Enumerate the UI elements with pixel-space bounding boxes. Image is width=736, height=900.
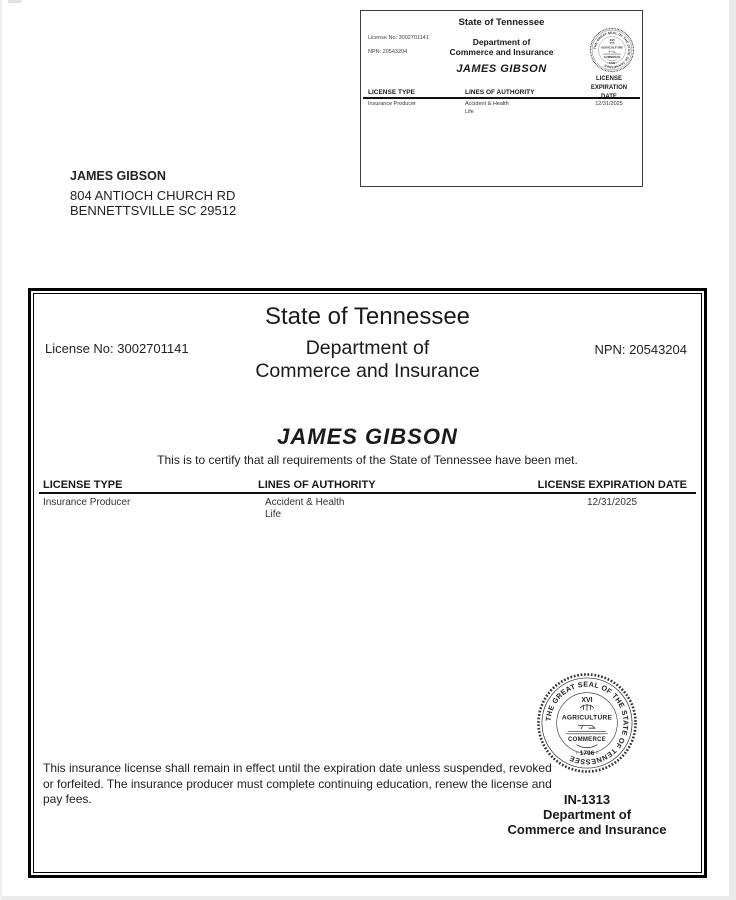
certificate-license-number: License No: 3002701141 (45, 341, 189, 356)
card-dept-line2: Commerce and Insurance (449, 47, 554, 57)
seal-agriculture-text: AGRICULTURE (561, 714, 613, 722)
certificate-dept-line1: Department of (305, 337, 430, 359)
seal-commerce-text: COMMERCE (603, 56, 621, 60)
table-header-lines-of-authority: LINES OF AUTHORITY (258, 479, 376, 491)
table-row-authority-1: Accident & Health (265, 497, 345, 508)
seal-numeral: XVI (581, 697, 593, 705)
card-col-license-type: LICENSE TYPE (368, 89, 415, 96)
certificate-npn: NPN: 20543204 (594, 342, 687, 357)
page-edge-left (0, 0, 2, 900)
table-header-license-type: LICENSE TYPE (43, 479, 123, 491)
card-row-authority-1: Accident & Health (465, 101, 509, 107)
card-licensee-name: JAMES GIBSON (456, 63, 547, 75)
address-name: JAMES GIBSON (70, 169, 166, 183)
certificate-licensee-name: JAMES GIBSON (277, 424, 458, 449)
state-seal-small (589, 27, 635, 73)
certificate-inner-border (33, 293, 702, 873)
seal-commerce-text: COMMERCE (567, 737, 607, 744)
card-row-type: Insurance Producer (368, 101, 416, 107)
card-state-title: State of Tennessee (458, 17, 545, 28)
card-header-rule (363, 97, 640, 99)
tennessee-seal-icon (589, 27, 635, 73)
card-exp-header-line2: EXPIRATION (590, 85, 628, 91)
page-edge-bottom (0, 896, 736, 900)
certificate-form-block (474, 792, 700, 837)
seal-agriculture-text: AGRICULTURE (600, 45, 624, 50)
form-number: IN-1313 (563, 792, 611, 807)
seal-ring-text: THE GREAT SEAL OF THE STATE OF TENNESSEE (592, 30, 632, 70)
card-row-expiration: 12/31/2025 (595, 101, 623, 107)
card-col-lines-of-authority: LINES OF AUTHORITY (465, 89, 535, 96)
table-row-expiration: 12/31/2025 (586, 497, 638, 508)
seal-ring-text: THE GREAT SEAL OF THE STATE OF TENNESSEE (543, 679, 631, 767)
seal-numeral: XVI (609, 37, 615, 42)
table-row-authority-2: Life (265, 509, 282, 520)
table-header-rule (39, 492, 696, 494)
card-npn: NPN: 20543204 (368, 49, 408, 55)
license-certificate (28, 288, 707, 878)
certificate-certify-text: This is to certify that all requirements of the State of Tennessee have been met. (157, 453, 578, 467)
card-row-authority-2: Life (465, 109, 474, 115)
address-line2: BENNETTSVILLE SC 29512 (70, 203, 237, 218)
address-line1: 804 ANTIOCH CHURCH RD (70, 188, 236, 203)
card-dept-line1: Department of (472, 37, 531, 47)
certificate-dept-line2: Commerce and Insurance (255, 360, 480, 382)
scan-artifact (8, 0, 22, 3)
seal-year-text: · 1796 · (575, 750, 599, 758)
card-license-number: License No: 3002701141 (368, 35, 429, 41)
certificate-footer-text: This insurance license shall remain in effect until the expiration date unless suspended, revoked or forfeited. The insurance producer must complete continuing education, renew the license and pay fees. (43, 761, 552, 806)
table-header-expiration-date: LICENSE EXPIRATION DATE (537, 479, 687, 491)
footer-dept-line2: Commerce and Insurance (507, 822, 667, 837)
footer-dept-line1: Department of (542, 807, 632, 822)
license-wallet-card (360, 10, 643, 187)
card-exp-header-line1: LICENSE (595, 76, 622, 82)
seal-year-text: · 1796 · (607, 61, 617, 66)
table-row-type: Insurance Producer (43, 497, 131, 508)
page-edge-right (729, 0, 736, 900)
state-seal-large (535, 671, 639, 775)
tennessee-seal-icon (535, 671, 639, 775)
certificate-state-title: State of Tennessee (264, 303, 471, 330)
